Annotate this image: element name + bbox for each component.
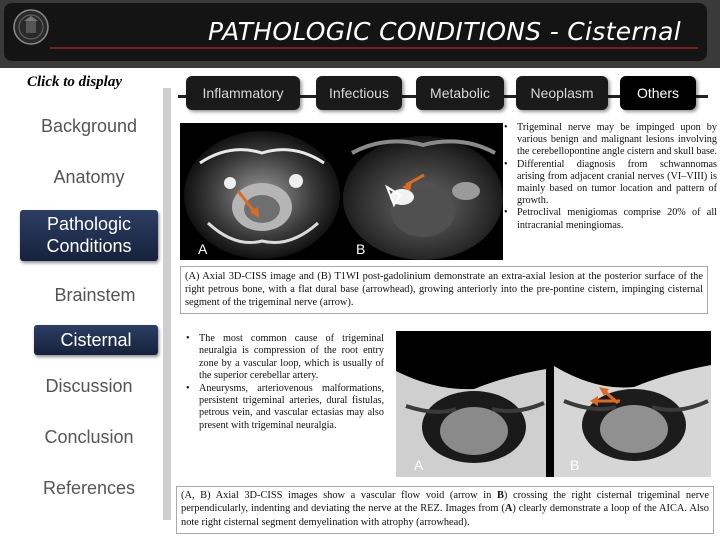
page-title: PATHOLOGIC CONDITIONS - Cisternal bbox=[207, 17, 681, 46]
tab-others[interactable]: Others bbox=[620, 76, 696, 110]
figure2-caption-text: ) clearly demonstrate a loop of the AICA. Also note right cisternal segment demyelination with atrophy (arrowhead). bbox=[181, 503, 709, 528]
figure2-caption-bold: B bbox=[496, 490, 504, 501]
figure2-caption-text: (A, B) Axial 3D-CISS images show a vascular flow void (arrow in bbox=[181, 490, 497, 501]
figure1-mri-image bbox=[180, 123, 503, 260]
figure2-mri-scan bbox=[396, 331, 711, 477]
figure1-caption: (A) Axial 3D-CISS image and (B) T1WI post-gadolinium demonstrate an extra-axial lesion at the posterior surface of the right petrous bone, with a flat dural base (arrowhead), growing anteriorly into the pre-pontine cistern, impinging cisternal segment of the trigeminal nerve (arrow). bbox=[180, 266, 708, 314]
university-seal-icon bbox=[12, 7, 50, 47]
tab-inflammatory[interactable]: Inflammatory bbox=[186, 76, 300, 110]
figure2-caption bbox=[176, 486, 714, 534]
figure2-bullet-list bbox=[186, 333, 384, 432]
sidebar-item-discussion[interactable]: Discussion bbox=[45, 376, 133, 396]
figure2-label-b: B bbox=[570, 457, 580, 473]
header-divider bbox=[50, 47, 698, 49]
sidebar-item-references[interactable]: References bbox=[42, 478, 136, 498]
figure2-bullet: • Aneurysms, arteriovenous malformations, persistent trigeminal arteries, dural fistulas, petrous vein, and vascular ectasias may also present with trigeminal neuralgia. bbox=[186, 383, 384, 433]
figure1-bullet-list bbox=[504, 122, 717, 232]
tab-neoplasm[interactable]: Neoplasm bbox=[516, 76, 608, 110]
sidebar-item-pathologic-conditions[interactable]: Pathologic Conditions bbox=[20, 210, 158, 261]
tab-infectious[interactable]: Infectious bbox=[316, 76, 402, 110]
figure1-mri-scan bbox=[180, 123, 503, 260]
sidebar-item-brainstem[interactable]: Brainstem bbox=[54, 285, 136, 305]
header-bar bbox=[0, 0, 720, 68]
figure1-label-b: B bbox=[356, 241, 366, 257]
click-to-display-label: Click to display bbox=[27, 74, 122, 90]
figure1-bullet: • Trigeminal nerve may be impinged upon by various benign and malignant lesions involving the cerebellopontine angle cistern and skull base. bbox=[504, 122, 717, 159]
figure2-caption-text: ) crossing the right cisternal trigeminal nerve perpendicularly, indenting and deviating the nerve at the REZ. Images from ( bbox=[181, 490, 709, 515]
figure2-caption-bold: A bbox=[504, 503, 513, 515]
figure1-label-a: A bbox=[198, 241, 208, 257]
sidebar-item-cisternal[interactable]: Cisternal bbox=[34, 325, 158, 355]
figure1-bullet: • Differential diagnosis from schwannomas arising from adjacent cranial nerves (VI–VIII) is mainly based on tumor location and pattern of growth. bbox=[504, 159, 717, 208]
sidebar-item-background[interactable]: Background bbox=[40, 116, 138, 136]
sidebar-item-anatomy[interactable]: Anatomy bbox=[53, 167, 125, 187]
title-banner bbox=[4, 3, 707, 61]
sidebar-item-conclusion[interactable]: Conclusion bbox=[44, 427, 134, 447]
figure2-bullet: • The most common cause of trigeminal neuralgia is compression of the root entry zone by a vascular loop, which is usually of the superior cerebellar artery. bbox=[186, 333, 384, 383]
sidebar-divider bbox=[163, 88, 171, 520]
figure2-label-a: A bbox=[414, 457, 424, 473]
tab-metabolic[interactable]: Metabolic bbox=[416, 76, 504, 110]
figure2-mri-image bbox=[396, 331, 711, 477]
figure1-bullet: • Petroclival menigiomas comprise 20% of all intracranial meningiomas. bbox=[504, 207, 717, 231]
